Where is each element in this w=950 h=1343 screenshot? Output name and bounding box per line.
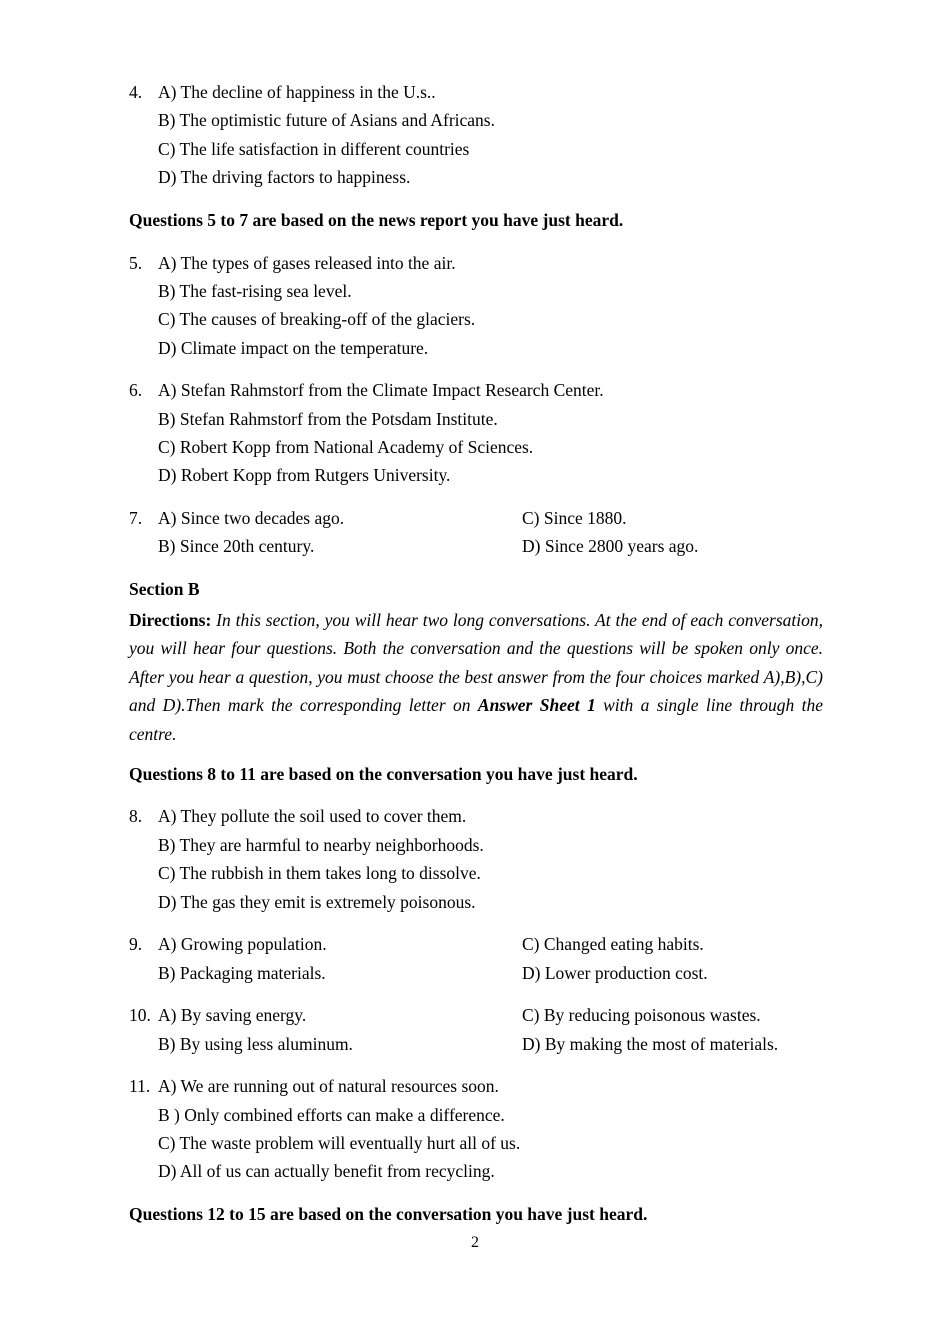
option-b: B ) Only combined efforts can make a difference.	[158, 1105, 505, 1125]
option-b: B) The fast-rising sea level.	[158, 281, 352, 301]
option-c: C) Changed eating habits.	[522, 934, 704, 954]
option-c: C) Since 1880.	[522, 508, 627, 528]
question-number: 6.	[129, 380, 143, 400]
option-c: C) The causes of breaking-off of the glaciers.	[158, 309, 476, 329]
option-d: D) Since 2800 years ago.	[522, 536, 699, 556]
question-number: 7.	[129, 508, 143, 528]
option-c: C) The waste problem will eventually hurt all of us.	[158, 1133, 521, 1153]
option-d: D) By making the most of materials.	[522, 1034, 779, 1054]
directions-paragraph	[129, 606, 823, 748]
question-number: 11.	[129, 1076, 151, 1096]
option-d: D) The driving factors to happiness.	[158, 167, 411, 187]
option-d: D) All of us can actually benefit from recycling.	[158, 1161, 495, 1181]
directions-text: In this section, you will hear two long conversations. At the end of each conversation, you will hear four questions. Both the conversation and the questions will be spoken only once. After you hear a question, you must choose the best answer from the four choices marked A),B),C) and D).Then mark the corresponding letter on	[129, 610, 823, 716]
section-heading-12-15: Questions 12 to 15 are based on the conversation you have just heard.	[129, 1204, 648, 1224]
option-c: C) The life satisfaction in different countries	[158, 139, 470, 159]
option-a: A) Stefan Rahmstorf from the Climate Impact Research Center.	[158, 380, 604, 400]
question-number: 5.	[129, 253, 143, 273]
option-c: C) The rubbish in them takes long to dissolve.	[158, 863, 481, 883]
option-a: A) We are running out of natural resources soon.	[158, 1076, 499, 1096]
question-number: 4.	[129, 82, 143, 102]
option-a: A) By saving energy.	[158, 1005, 307, 1025]
option-b: B) They are harmful to nearby neighborhoods.	[158, 835, 484, 855]
option-a: A) The types of gases released into the air.	[158, 253, 456, 273]
option-b: B) By using less aluminum.	[158, 1034, 353, 1054]
option-d: D) The gas they emit is extremely poisonous.	[158, 892, 476, 912]
option-b: B) The optimistic future of Asians and Africans.	[158, 110, 495, 130]
question-number: 10.	[129, 1005, 151, 1025]
directions-label: Directions:	[129, 610, 212, 630]
option-c: C) By reducing poisonous wastes.	[522, 1005, 761, 1025]
option-b: B) Since 20th century.	[158, 536, 315, 556]
option-b: B) Packaging materials.	[158, 963, 326, 983]
option-a: A) The decline of happiness in the U.s..	[158, 82, 436, 102]
option-a: A) They pollute the soil used to cover them.	[158, 806, 467, 826]
option-d: D) Robert Kopp from Rutgers University.	[158, 465, 451, 485]
option-a: A) Since two decades ago.	[158, 508, 345, 528]
answer-sheet-label: Answer Sheet 1	[477, 695, 596, 716]
option-c: C) Robert Kopp from National Academy of Sciences.	[158, 437, 534, 457]
question-number: 9.	[129, 934, 143, 954]
option-b: B) Stefan Rahmstorf from the Potsdam Institute.	[158, 409, 498, 429]
section-heading-5-7: Questions 5 to 7 are based on the news report you have just heard.	[129, 210, 624, 230]
directions-text-end: with a single line through the centre.	[129, 695, 824, 744]
section-heading-8-11: Questions 8 to 11 are based on the conversation you have just heard.	[129, 764, 638, 784]
option-a: A) Growing population.	[158, 934, 327, 954]
option-d: D) Climate impact on the temperature.	[158, 338, 429, 358]
section-b-title: Section B	[129, 579, 200, 599]
option-d: D) Lower production cost.	[522, 963, 708, 983]
question-number: 8.	[129, 806, 143, 826]
page-number: 2	[471, 1234, 479, 1251]
